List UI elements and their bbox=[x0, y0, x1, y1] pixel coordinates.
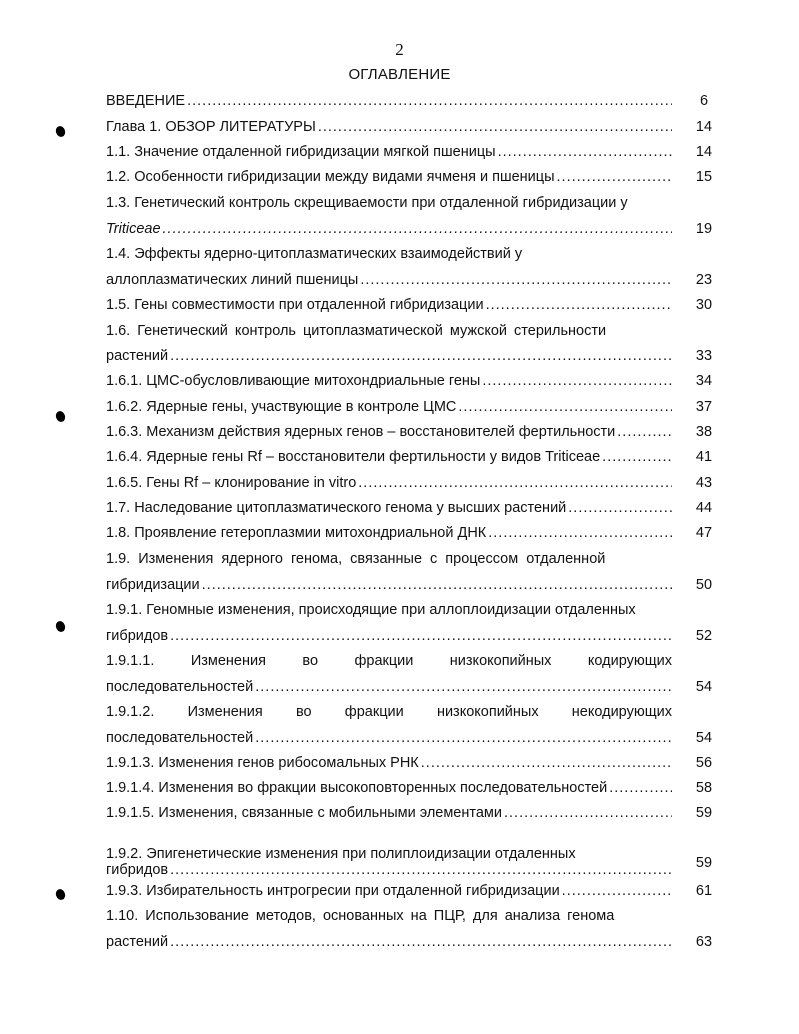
toc-entry-text: 1.6.3. Механизм действия ядерных генов – восстановителей фертильности ..... bbox=[106, 423, 672, 441]
page-title: ОГЛАВЛЕНИЕ bbox=[348, 66, 451, 83]
toc-entry-page: 59 bbox=[695, 805, 713, 821]
toc-entry-page: 34 bbox=[695, 373, 713, 389]
toc-entry-text: 1.3. Генетический контроль скрещиваемости при отдаленной гибридизации у bbox=[106, 195, 628, 211]
toc-entry-page: 54 bbox=[695, 679, 713, 695]
toc-entry-page: 58 bbox=[695, 780, 713, 796]
toc-entry-page: 38 bbox=[695, 424, 713, 440]
toc-entry-text: 1.6. Генетический контроль цитоплазматической мужской стерильности bbox=[106, 323, 607, 339]
toc-entry-page: 37 bbox=[695, 399, 713, 415]
toc-entry-text-cont: аллоплазматических линий пшеницы ..... bbox=[106, 271, 672, 289]
toc-entry-text: 1.8. Проявление гетероплазмии митохондриальной ДНК ..... bbox=[106, 524, 672, 542]
toc-entry-page: 43 bbox=[695, 475, 713, 491]
toc-entry-text: 1.9. Изменения ядерного генома, связанные с процессом отдаленной bbox=[106, 551, 606, 567]
toc-entry-page: 47 bbox=[695, 525, 713, 541]
toc-entry-text: Глава 1. ОБЗОР ЛИТЕРАТУРЫ ..... bbox=[106, 118, 672, 136]
toc-entry-page: 41 bbox=[695, 449, 713, 465]
toc-entry-text: 1.5. Гены совместимости при отдаленной гибридизации ..... bbox=[106, 296, 672, 314]
toc-entry-text-cont: растений ..... bbox=[106, 933, 672, 951]
toc-entry-text: 1.9.1.4. Изменения во фракции высокоповторенных последовательностей ..... bbox=[106, 779, 672, 797]
toc-entry-page: 23 bbox=[695, 272, 713, 288]
toc-entry-text: 1.6.1. ЦМС-обусловливающие митохондриальные гены ..... bbox=[106, 372, 672, 390]
toc-entry-text: 1.1. Значение отдаленной гибридизации мягкой пшеницы ..... bbox=[106, 143, 672, 161]
hole-punch-mark bbox=[54, 888, 66, 901]
toc-entry-text-cont: Triticeae ..... bbox=[106, 220, 672, 238]
toc-entry-page: 54 bbox=[695, 730, 713, 746]
toc-entry-text: 1.9.1.3. Изменения генов рибосомальных РНК ..... bbox=[106, 754, 672, 772]
toc-entry-page: 63 bbox=[695, 934, 713, 950]
hole-punch-mark bbox=[54, 125, 66, 138]
toc-entry-page: 19 bbox=[695, 221, 713, 237]
toc-entry-page: 6 bbox=[699, 93, 709, 109]
toc-entry-text: 1.9.3. Избирательность интрогресии при отдаленной гибридизации ..... bbox=[106, 882, 672, 900]
toc-entry-page: 50 bbox=[695, 577, 713, 593]
toc-entry-page: 61 bbox=[695, 883, 713, 899]
toc-entry-text-cont: последовательностей ..... bbox=[106, 729, 672, 747]
toc-entry-text: 1.9.1.1. Изменения во фракции низкокопийных кодирующих bbox=[106, 653, 672, 669]
toc-entry-text: 1.6.2. Ядерные гены, участвующие в контроле ЦМС ..... bbox=[106, 398, 672, 416]
toc-entry-text: ВВЕДЕНИЕ ..... bbox=[106, 92, 672, 110]
toc-entry-page: 15 bbox=[695, 169, 713, 185]
toc-entry-text-cont: растений ..... bbox=[106, 347, 672, 365]
toc-entry-text: 1.4. Эффекты ядерно-цитоплазматических взаимодействий у bbox=[106, 246, 523, 262]
toc-entry-page: 56 bbox=[695, 755, 713, 771]
toc-entry-text-cont: гибридов ..... bbox=[106, 862, 672, 878]
toc-entry-text: 1.2. Особенности гибридизации между видами ячменя и пшеницы ..... bbox=[106, 168, 672, 186]
toc-entry-text: 1.9.2. Эпигенетические изменения при полиплоидизации отдаленных bbox=[106, 846, 576, 862]
toc-entry-page: 33 bbox=[695, 348, 713, 364]
page-number: 2 bbox=[395, 40, 404, 59]
hole-punch-mark bbox=[54, 410, 66, 423]
toc-entry-page: 52 bbox=[695, 628, 713, 644]
toc-entry-text: 1.6.5. Гены Rf – клонирование in vitro ..... bbox=[106, 474, 672, 492]
toc-entry-page: 14 bbox=[695, 144, 713, 160]
hole-punch-mark bbox=[54, 620, 66, 633]
toc-entry-text: 1.10. Использование методов, основанных на ПЦР, для анализа генома bbox=[106, 908, 615, 924]
toc-entry-page: 14 bbox=[695, 119, 713, 135]
toc-entry-text-cont: гибридизации ..... bbox=[106, 576, 672, 594]
toc-entry-text-cont: гибридов ..... bbox=[106, 627, 672, 645]
toc-entry-text: 1.6.4. Ядерные гены Rf – восстановители фертильности у видов Triticeae ..... bbox=[106, 448, 672, 466]
toc-entry-text: 1.9.1. Геномные изменения, происходящие при аллоплоидизации отдаленных bbox=[106, 602, 636, 618]
toc-entry-text-cont: последовательностей ..... bbox=[106, 678, 672, 696]
toc-entry-text: 1.9.1.2. Изменения во фракции низкокопийных некодирующих bbox=[106, 704, 672, 720]
toc-entry-page: 59 bbox=[695, 855, 713, 871]
toc-entry-page: 44 bbox=[695, 500, 713, 516]
toc-entry-page: 30 bbox=[695, 297, 713, 313]
toc-entry-text: 1.7. Наследование цитоплазматического генома у высших растений ..... bbox=[106, 499, 672, 517]
toc-entry-text: 1.9.1.5. Изменения, связанные с мобильными элементами ..... bbox=[106, 804, 672, 822]
